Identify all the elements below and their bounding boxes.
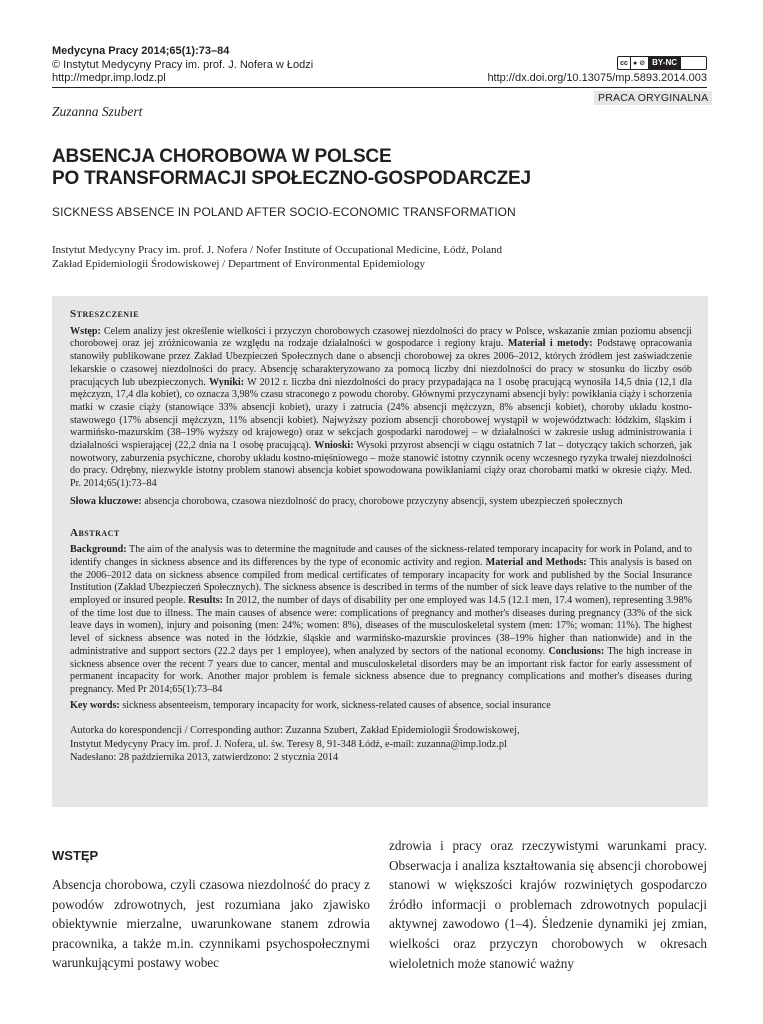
streszczenie-keywords: Słowa kluczowe: absencja chorobowa, czasowa niezdolność do pracy, chorobowe przyczyny absencji, system ubezpieczeń społecznych bbox=[70, 495, 623, 507]
abstract-content bbox=[70, 308, 692, 764]
section-heading-wstep: WSTĘP bbox=[52, 848, 99, 863]
abstract-text: Background: The aim of the analysis was to determine the magnitude and causes of the sickness-related temporary incapacity for work in Poland, and to identify changes in sickness absence and its differences by the type of economic activity and region. Material and Methods: This analysis is based on the 2006–2012 data on sickness absence compiled from medical certificates of temporary incapacity for work and published by the Social Insurance Institution (Zakład Ubezpieczeń Społecznych). The sickness absence is described in terms of the number of sick leave days relative to the number of the employed or insured people. Results: In 2012, the number of days of disability per one employed was 14.5 (12.1 men, 17.4 women), representing 3.98% of the time lost due to illness. The main causes of absence were: complications of pregnancy and mother's diseases during pregnancy (33% of the sick leave days in women), injury and poisoning (men: 24%; women: 8%), diseases of the musculoskeletal system (men: 17%; woman: 11%). The highest level of sickness absence was noted in the łódzkie, śląskie and warmińsko-mazurskie provinces (38–19% higher than nationwide) and in the administrative and support sectors (22.2 days per 1 employee), when analyzed by sectors of the national economy. Conclusions: The high increase in sickness absence over the recent 7 years due to cancer, mental and musculoskeletal disorders may be an important risk factor for early assessment of permanent incapacity for work. Another major problem is female sickness absence due to pregnancy complications and mother's diseases during pregnancy. Med Pr 2014;65(1):73–84 bbox=[70, 544, 692, 695]
abstract-box bbox=[52, 296, 708, 807]
no-commercial-icon: ⊘ bbox=[639, 60, 646, 67]
article-title bbox=[52, 146, 707, 190]
author-name: Zuzanna Szubert bbox=[52, 104, 143, 119]
title-line-1: ABSENCJA CHOROBOWA W POLSCE bbox=[52, 146, 392, 167]
journal-citation: Medycyna Pracy 2014;65(1):73–84 bbox=[52, 45, 230, 57]
section-tag: PRACA ORYGINALNA bbox=[594, 91, 712, 105]
body-left-column bbox=[52, 875, 370, 973]
cc-license-badge[interactable] bbox=[617, 56, 707, 70]
affiliation-1: Instytut Medycyny Pracy im. prof. J. Nofera / Nofer Institute of Occupational Medicine, Łódź, Poland bbox=[52, 244, 502, 256]
correspondence-line-1: Autorka do korespondencji / Corresponding author: Zuzanna Szubert, Zakład Epidemiologii Środowiskowej, bbox=[70, 725, 520, 737]
journal-url[interactable]: http://medpr.imp.lodz.pl bbox=[52, 72, 166, 84]
body-right-text: zdrowia i pracy oraz rzeczywistymi warunkami pracy. Obserwacja i analiza kształtowania się absencji chorobowej stanowi w większości krajów rozwiniętych gospodarczo źródło informacji o problemach zdrowotnych populacji aktywnej zawodowo (1–4). Śledzenie dynamiki jej zmian, wielkości oraz przyczyn chorobowych w okresach wieloletnich może stanowić ważny bbox=[389, 838, 707, 971]
affiliations bbox=[52, 243, 707, 271]
doi-link[interactable]: http://dx.doi.org/10.13075/mp.5893.2014.003 bbox=[487, 72, 707, 84]
person-icon: ● bbox=[633, 59, 638, 67]
body-left-text: Absencja chorobowa, czyli czasowa niezdolność do pracy z powodów zdrowotnych, jest rozumiana jako zjawisko obiektywnie mierzalne, uwarunkowane stanem zdrowia pracownika, a także m.in. czynnikami psychospołecznymi warunkującymi postawy wobec bbox=[52, 877, 370, 971]
creative-commons-icon: cc bbox=[618, 57, 631, 69]
article-subtitle: SICKNESS ABSENCE IN POLAND AFTER SOCIO-ECONOMIC TRANSFORMATION bbox=[52, 205, 516, 219]
abstract-heading: Abstract bbox=[70, 526, 120, 539]
abstract-keywords: Key words: sickness absenteeism, temporary incapacity for work, sickness-related causes of absence, social insurance bbox=[70, 699, 551, 711]
streszczenie-heading: Streszczenie bbox=[70, 308, 140, 320]
body-right-column bbox=[389, 836, 707, 973]
affiliation-2: Zakład Epidemiologii Środowiskowej / Department of Environmental Epidemiology bbox=[52, 258, 426, 270]
journal-header bbox=[52, 45, 472, 86]
correspondence-line-2: Instytut Medycyny Pracy im. prof. J. Nofera, ul. św. Teresy 8, 91-348 Łódź, e-mail: zuzanna@imp.lodz.pl bbox=[70, 738, 507, 750]
correspondence bbox=[70, 724, 692, 764]
copyright-line: © Instytut Medycyny Pracy im. prof. J. Nofera w Łodzi bbox=[52, 58, 314, 71]
title-line-2: PO TRANSFORMACJI SPOŁECZNO-GOSPODARCZEJ bbox=[52, 168, 531, 189]
header-rule bbox=[52, 87, 707, 88]
correspondence-line-3: Nadesłano: 28 października 2013, zatwierdzono: 2 stycznia 2014 bbox=[70, 751, 339, 763]
license-label: BY-NC bbox=[648, 57, 681, 69]
streszczenie-text: Wstęp: Celem analizy jest określenie wielkości i przyczyn chorobowych czasowej niezdolności do pracy w Polsce, wskazanie zmian poziomu absencji chorobowej oraz jej zróżnicowania ze względu na rodzaje działalności w gospodarce i regiony kraju. Materiał i metody: Podstawę opracowania stanowiły publikowane przez Zakład Ubezpieczeń Społecznych dane o absencji chorobowej za okres 2006–2012, których źródłem jest zaświadczenie lekarskie o czasowej niezdolności do pracy. Absencję scharakteryzowano za pomocą liczby dni niezdolności do pracy w stosunku do liczby osób pracujących lub ubezpieczonych. Wyniki: W 2012 r. liczba dni niezdolności do pracy przypadająca na 1 osobę pracującą wynosiła 14,5 dnia (12,1 dla mężczyzn, 17,4 dla kobiet), co oznacza 3,98% czasu straconego z powodu choroby. Głównymi przyczynami absencji były: powikłania ciąży i schorzenia matki w czasie ciąży (stanowiące 33% absencji kobiet), urazy i zatrucia (24% absencji mężczyzn, 8% absencji kobiet), choroby układu kostno-stawowego (17% absencji mężczyzn, 11% absencji kobiet). Najwyższy poziom absencji chorobowej wystąpił w województwach: łódzkim, śląskim i warmińsko-mazurskim (38–19% wyższy od krajowego) oraz w sekcjach gospodarki narodowej – w działalności w zakresie usług administrowania i działalności wspierającej (22,2 dnia na 1 osobę pracującą). Wnioski: Wysoki przyrost absencji w ciągu ostatnich 7 lat – dotyczący takich schorzeń, jak nowotwory, zaburzenia psychiczne, choroby układu kostno-mięśniowego – może stanowić istotny czynnik oceny wczesnego ryzyka trwałej niezdolności do pracy. Odrębny, niezwykle istotny problem stanowi absencja kobiet spowodowana powikłaniami ciąży oraz chorobami matki w okresie ciąży. Med. Pr. 2014;65(1):73–84 bbox=[70, 325, 692, 490]
